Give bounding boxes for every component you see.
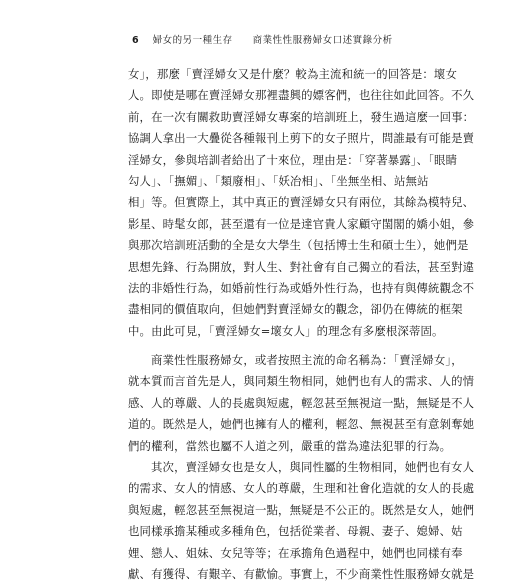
text-line: 其次，賣淫婦女也是女人，與同性屬的生物相同，她們也有女人 bbox=[151, 460, 475, 475]
text-line: 道的。既然是人，她們也擁有人的權利，輕忽、無視甚至有意剝奪她 bbox=[128, 417, 475, 432]
text-line: 獻、有獲得、有艱辛、有歡愉。事實上，不少商業性性服務婦女就是 bbox=[128, 566, 475, 581]
text-line: 與短處，輕忽甚至無視這一點，無疑是不公正的。既然是女人，她們 bbox=[128, 502, 475, 517]
chapter-title: 商業性性服務婦女口述實錄分析 bbox=[252, 35, 393, 46]
text-line: 也同樣承擔某種或多種角色，包括從業者、母親、妻子、媳婦、姑 bbox=[128, 524, 463, 539]
text-line: 商業性性服務婦女，或者按照主流的命名稱為：「賣淫婦女」， bbox=[151, 353, 463, 368]
text-line: 們的權利，當然也屬不人道之列，嚴重的當為違法犯罪的行為。 bbox=[128, 438, 452, 453]
paragraph-gap bbox=[128, 342, 390, 350]
text-line: 與那次培訓班活動的全是女大學生（包括博士生和碩士生），她們是 bbox=[128, 238, 469, 253]
text-line: 影星、時髦女郎，甚至還有一位是達官貴人家顧守閨閣的嬌小姐，參 bbox=[128, 216, 475, 231]
paragraph-2 bbox=[128, 350, 475, 457]
text-line: 中。由此可見，「賣淫婦女=壞女人」的理念有多麼根深蒂固。 bbox=[128, 323, 444, 338]
text-line: 娌、戀人、姐妹、女兒等等；在承擔角色過程中，她們也同樣有奉 bbox=[128, 545, 463, 560]
text-line: 協調人拿出一大疊從各種報刊上剪下的女子照片，問誰最有可能是賣 bbox=[128, 131, 475, 146]
text-line: 女」，那麼「賣淫婦女又是什麼？較為主流和統一的回答是：壞女 bbox=[128, 67, 457, 81]
text-line: 相」等。但實際上，其中真正的賣淫婦女只有兩位，其餘為模特兒、 bbox=[128, 195, 475, 210]
body-text bbox=[128, 64, 475, 585]
book-title: 婦女的另一種生存 bbox=[152, 35, 233, 46]
text-line: 勾人」、「撫媚」、「類廢相」、「妖冶相」、「坐無坐相、站無站 bbox=[128, 173, 429, 188]
text-line: 法的非婚性行為，如婚前性行為或婚外性行為，也持有與傳統觀念不 bbox=[128, 280, 475, 295]
text-line: 盡相同的價值取向，但她們對賣淫婦女的觀念，卻仍在傳統的框架 bbox=[128, 302, 463, 317]
text-line: 感、人的尊嚴、人的長處與短處，輕忽甚至無視這一點，無疑是不人 bbox=[128, 395, 475, 410]
page-number: 6 bbox=[132, 35, 139, 46]
text-line: 就本質而言首先是人，與同類生物相同，她們也有人的需求、人的情 bbox=[128, 374, 475, 389]
text-line: 淫婦女，參與培訓者給出了十來位，理由是：「穿著暴露」、「眼睛 bbox=[128, 152, 458, 167]
text-line: 的需求、女人的情感、女人的尊嚴，生理和社會化造就的女人的長處 bbox=[128, 481, 475, 496]
text-line: 人。即使是哪在賣淫婦女那裡盡興的嫖客們，也往往如此回答。不久 bbox=[128, 88, 475, 103]
text-line: 思想先鋒、行為開放，對人生、對社會有自己獨立的看法，甚至對違 bbox=[128, 259, 475, 274]
paragraph-3 bbox=[128, 457, 475, 585]
text-line: 前，在一次有關救助賣淫婦女專案的培訓班上，發生過這麼一回事： bbox=[128, 109, 475, 124]
running-header bbox=[132, 34, 393, 48]
paragraph-1 bbox=[128, 64, 475, 342]
